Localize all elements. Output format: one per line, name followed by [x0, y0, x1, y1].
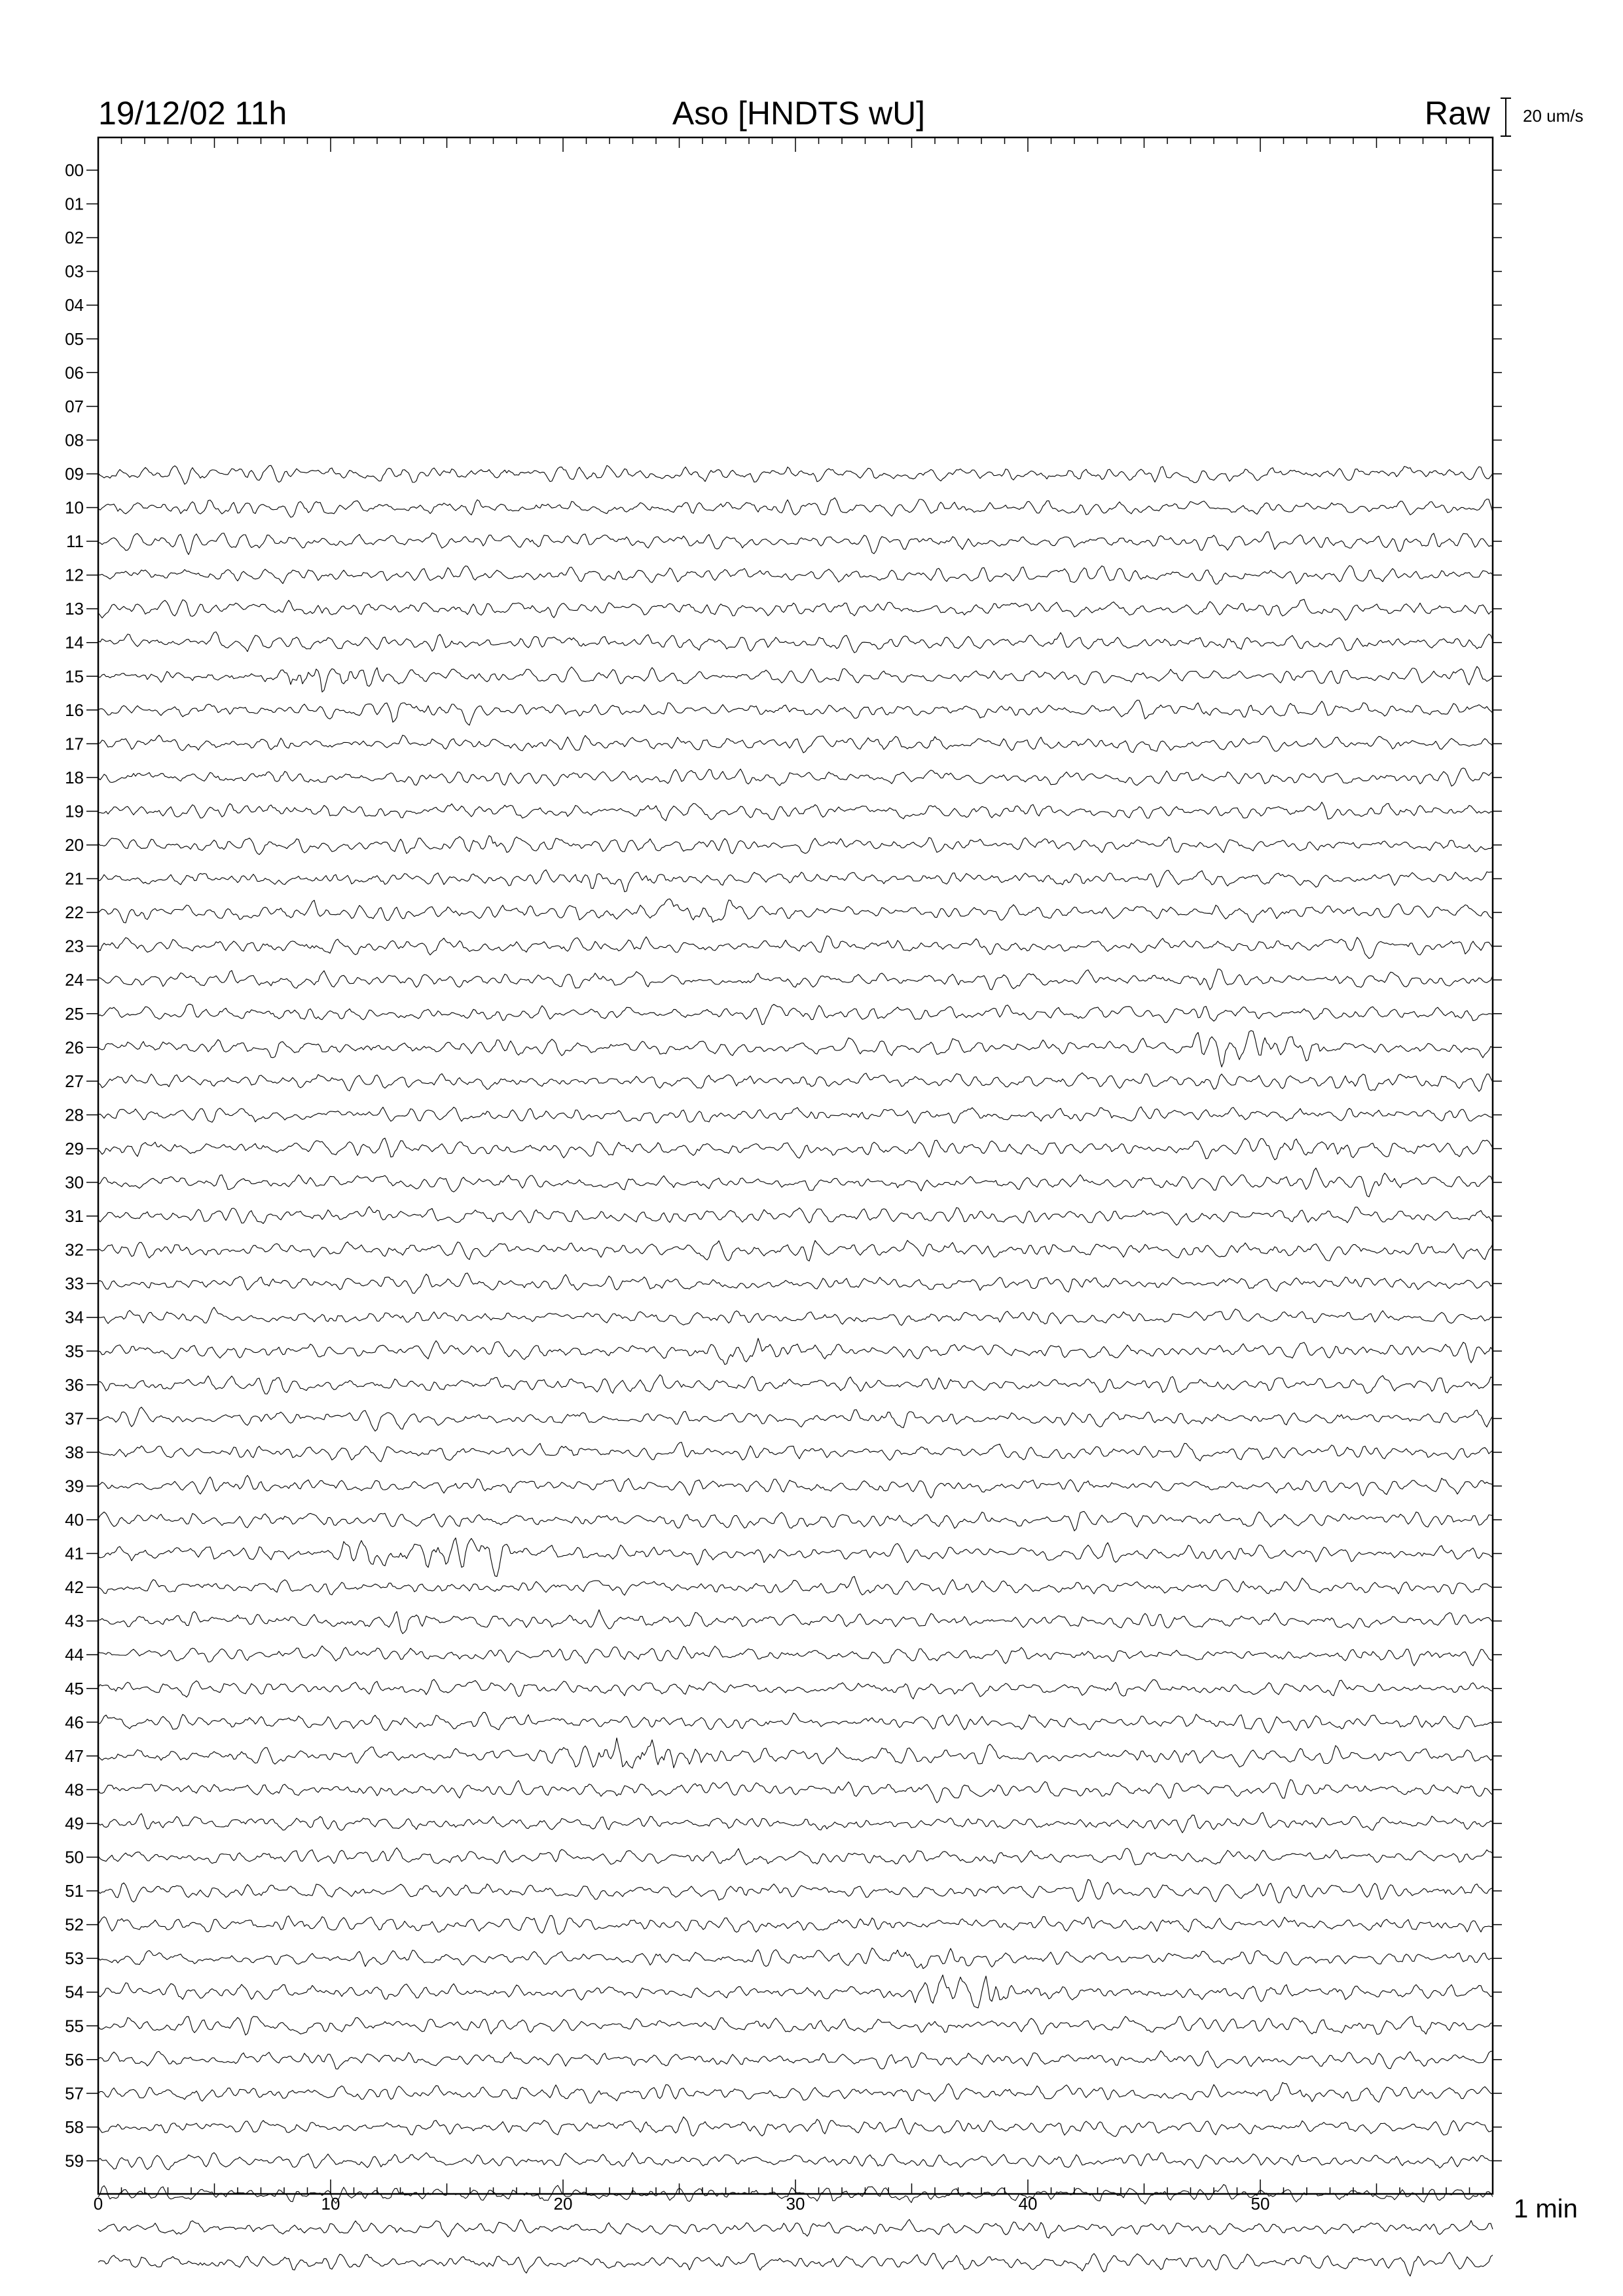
row-labels — [65, 160, 1502, 2170]
trace-row-36 — [98, 1374, 1493, 1393]
trace-row-11 — [98, 532, 1493, 555]
trace-row-50 — [98, 1848, 1493, 1865]
row-label-09: 09 — [65, 463, 84, 484]
trace-row-57 — [98, 2083, 1493, 2103]
row-label-30: 30 — [65, 1172, 84, 1193]
row-label-54: 54 — [65, 1982, 84, 2002]
row-label-29: 29 — [65, 1138, 84, 1158]
trace-row-43 — [98, 1610, 1493, 1634]
trace-row-51 — [98, 1880, 1493, 1903]
trace-row-27 — [98, 1073, 1493, 1091]
row-label-13: 13 — [65, 599, 84, 619]
row-label-47: 47 — [65, 1746, 84, 1766]
row-label-37: 37 — [65, 1408, 84, 1429]
trace-row-12 — [98, 565, 1493, 584]
trace-row-extra-2 — [98, 2219, 1493, 2238]
amplitude-scale-label: 20 um/s — [1523, 106, 1584, 126]
row-label-07: 07 — [65, 396, 84, 416]
x-tick-label-40: 40 — [1018, 2194, 1038, 2214]
row-label-36: 36 — [65, 1374, 84, 1395]
trace-row-49 — [98, 1812, 1493, 1833]
trace-row-25 — [98, 1004, 1493, 1024]
x-tick-label-10: 10 — [321, 2194, 340, 2214]
row-label-27: 27 — [65, 1071, 84, 1091]
trace-row-52 — [98, 1916, 1493, 1935]
row-label-12: 12 — [65, 565, 84, 585]
row-label-06: 06 — [65, 363, 84, 383]
row-label-52: 52 — [65, 1914, 84, 1935]
time-unit-label: 1 min — [1514, 2195, 1578, 2223]
row-label-23: 23 — [65, 936, 84, 956]
trace-row-46 — [98, 1712, 1493, 1733]
row-label-46: 46 — [65, 1712, 84, 1732]
row-label-58: 58 — [65, 2117, 84, 2137]
trace-row-44 — [98, 1646, 1493, 1666]
row-label-10: 10 — [65, 497, 84, 518]
trace-row-20 — [98, 836, 1493, 855]
trace-row-41 — [98, 1538, 1493, 1577]
row-label-42: 42 — [65, 1577, 84, 1598]
trace-row-19 — [98, 802, 1493, 821]
trace-row-38 — [98, 1443, 1493, 1462]
row-label-48: 48 — [65, 1780, 84, 1800]
row-label-19: 19 — [65, 801, 84, 821]
row-label-55: 55 — [65, 2016, 84, 2036]
trace-row-45 — [98, 1679, 1493, 1699]
row-label-26: 26 — [65, 1037, 84, 1058]
trace-row-29 — [98, 1138, 1493, 1160]
row-label-04: 04 — [65, 295, 84, 315]
x-tick-labels — [94, 2194, 1270, 2214]
trace-row-37 — [98, 1407, 1493, 1431]
trace-row-28 — [98, 1107, 1493, 1123]
trace-row-26 — [98, 1031, 1493, 1067]
trace-row-15 — [98, 666, 1493, 692]
row-label-14: 14 — [65, 632, 84, 653]
trace-row-16 — [98, 700, 1493, 725]
row-label-59: 59 — [65, 2151, 84, 2171]
trace-row-14 — [98, 632, 1493, 653]
trace-row-47 — [98, 1738, 1493, 1768]
trace-row-30 — [98, 1168, 1493, 1197]
row-label-00: 00 — [65, 160, 84, 180]
trace-group — [98, 465, 1493, 2276]
row-label-08: 08 — [65, 430, 84, 450]
row-label-41: 41 — [65, 1543, 84, 1564]
row-label-03: 03 — [65, 261, 84, 281]
top-minute-ticks — [98, 137, 1493, 152]
row-label-40: 40 — [65, 1510, 84, 1530]
row-label-16: 16 — [65, 700, 84, 720]
row-label-25: 25 — [65, 1003, 84, 1024]
row-label-35: 35 — [65, 1341, 84, 1361]
trace-row-33 — [98, 1273, 1493, 1293]
row-label-01: 01 — [65, 194, 84, 214]
row-label-28: 28 — [65, 1105, 84, 1125]
x-tick-label-50: 50 — [1250, 2194, 1270, 2214]
mode-label: Raw — [1424, 95, 1490, 132]
row-label-11: 11 — [66, 531, 84, 552]
row-label-24: 24 — [65, 970, 84, 990]
row-label-31: 31 — [65, 1206, 84, 1227]
trace-row-54 — [98, 1975, 1493, 2008]
trace-row-42 — [98, 1577, 1493, 1596]
trace-row-53 — [98, 1948, 1493, 1969]
row-label-33: 33 — [65, 1274, 84, 1294]
trace-row-58 — [98, 2117, 1493, 2136]
row-label-15: 15 — [65, 666, 84, 687]
trace-row-55 — [98, 2017, 1493, 2036]
row-label-57: 57 — [65, 2083, 84, 2104]
plot-frame — [98, 137, 1493, 2194]
trace-row-24 — [98, 969, 1493, 990]
x-tick-label-30: 30 — [786, 2194, 805, 2214]
row-label-18: 18 — [65, 767, 84, 787]
row-label-02: 02 — [65, 228, 84, 248]
trace-row-32 — [98, 1240, 1493, 1261]
trace-row-18 — [98, 768, 1493, 786]
trace-row-48 — [98, 1780, 1493, 1803]
trace-row-22 — [98, 899, 1493, 923]
row-label-43: 43 — [65, 1611, 84, 1631]
trace-row-09 — [98, 465, 1493, 484]
x-tick-label-0: 0 — [93, 2194, 103, 2214]
trace-row-21 — [98, 870, 1493, 892]
amplitude-scale-bar — [1501, 98, 1584, 136]
row-label-56: 56 — [65, 2049, 84, 2070]
trace-row-31 — [98, 1206, 1493, 1225]
row-label-20: 20 — [65, 835, 84, 855]
trace-row-10 — [98, 498, 1493, 518]
trace-row-35 — [98, 1338, 1493, 1365]
x-tick-label-20: 20 — [553, 2194, 573, 2214]
row-label-39: 39 — [65, 1476, 84, 1496]
row-label-50: 50 — [65, 1847, 84, 1867]
row-label-45: 45 — [65, 1678, 84, 1698]
trace-row-17 — [98, 735, 1493, 753]
row-label-22: 22 — [65, 903, 84, 923]
station-title: Aso [HNDTS wU] — [672, 95, 926, 132]
trace-row-40 — [98, 1511, 1493, 1531]
row-label-51: 51 — [65, 1881, 84, 1901]
row-label-34: 34 — [65, 1307, 84, 1327]
trace-row-13 — [98, 600, 1493, 620]
trace-row-56 — [98, 2051, 1493, 2069]
row-label-17: 17 — [65, 734, 84, 754]
trace-row-39 — [98, 1475, 1493, 1498]
row-label-44: 44 — [65, 1645, 84, 1665]
datetime-label: 19/12/02 11h — [98, 95, 287, 132]
row-label-32: 32 — [65, 1240, 84, 1260]
trace-row-23 — [98, 936, 1493, 959]
row-label-38: 38 — [65, 1442, 84, 1462]
row-label-21: 21 — [65, 869, 84, 889]
trace-row-extra-3 — [98, 2252, 1493, 2276]
row-label-53: 53 — [65, 1948, 84, 1969]
row-label-49: 49 — [65, 1813, 84, 1833]
trace-row-34 — [98, 1307, 1493, 1325]
trace-row-59 — [98, 2153, 1493, 2170]
row-label-05: 05 — [65, 329, 84, 349]
